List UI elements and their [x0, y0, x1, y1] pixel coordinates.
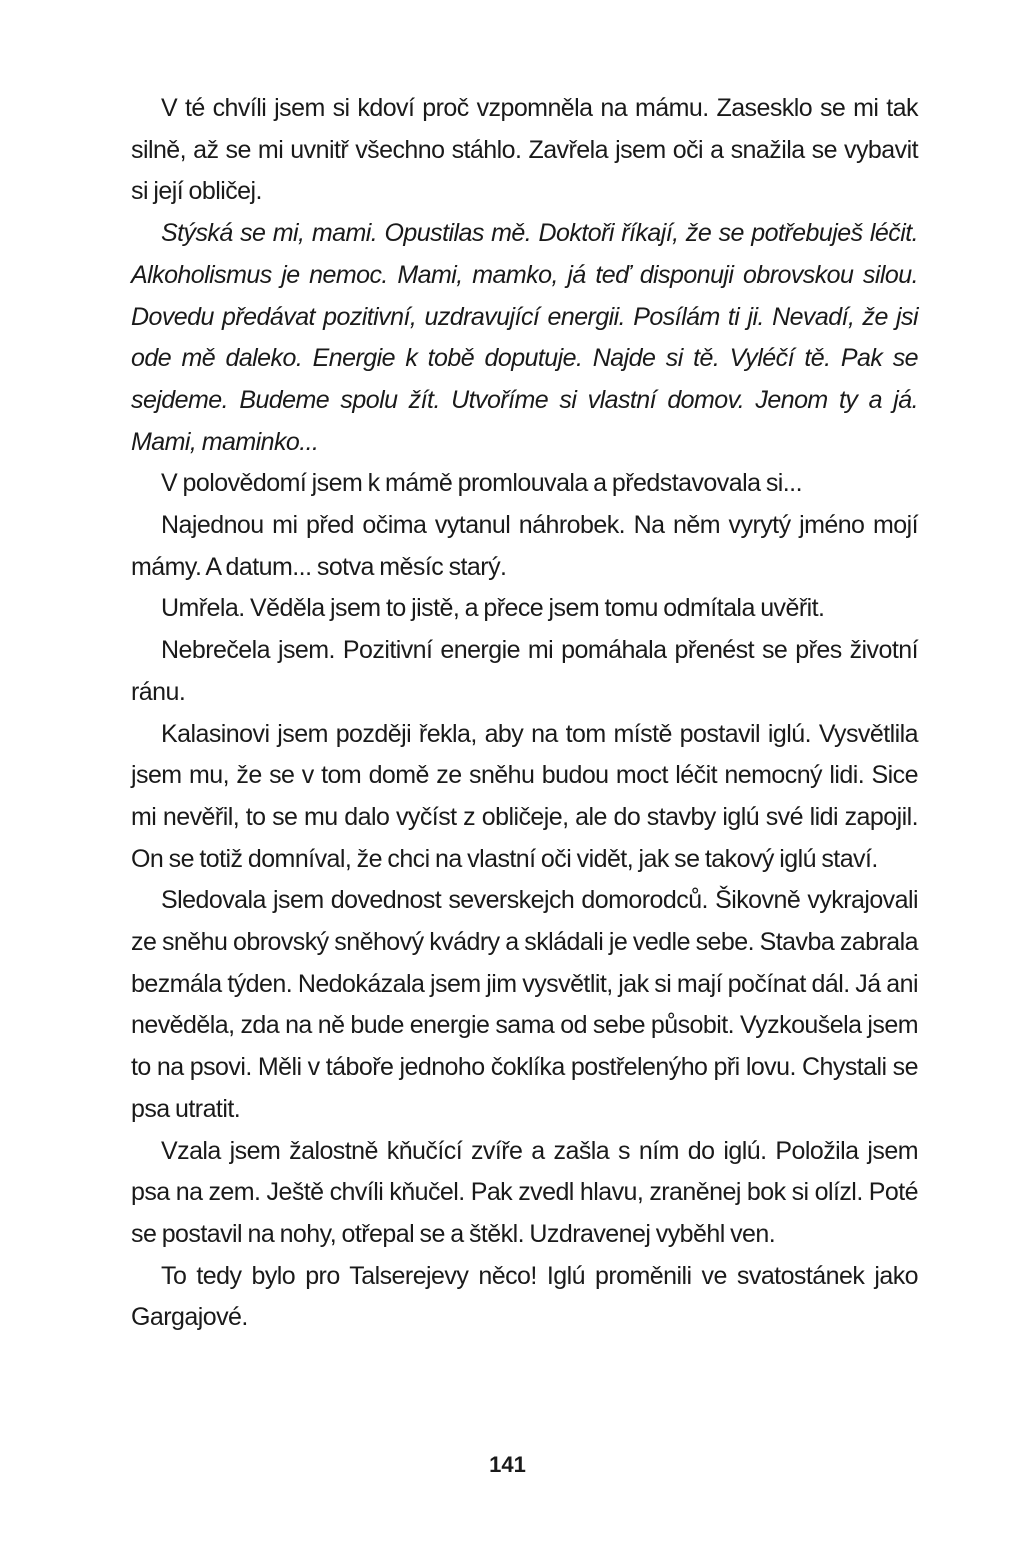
paragraph-igloo-request: Kalasinovi jsem později řekla, aby na tom místě postavil iglú. Vysvětlila jsem mu, že se v tom domě ze sněhu budou moct léčit nemocný lidi. Sice mi nevěřil, to se mu dalo vyčíst z obličeje, ale do stavby iglú své lidi zapojil. On se totiž domníval, že chci na vlastní oči vidět, jak se takový iglú staví. [131, 719, 918, 873]
paragraph-memory-of-mother: V té chvíli jsem si kdoví proč vzpomněla na mámu. Zasesklo se mi tak silně, až se mi uvnitř všechno stáhlo. Zavřela jsem oči a snažila se vybavit si její obličej. [131, 94, 918, 206]
paragraph-no-crying: Nebrečela jsem. Pozitivní energie mi pomáhala přenést se přes životní ránu. [131, 636, 918, 706]
paragraph-she-died: Umřela. Věděla jsem to jistě, a přece jsem tomu odmítala uvěřit. [161, 594, 825, 623]
paragraph-igloo-building: Sledovala jsem dovednost severskejch domorodců. Šikovně vykrajovali ze sněhu obrovský sněhový kvádry a skládali je vedle sebe. Stavba zabrala bezmála týden. Nedokázala jsem jim vysvětlit, jak si mají počínat dál. Já ani nevěděla, zda na ně bude energie sama od sebe působit. Vyzkoušela jsem to na psovi. Měli v táboře jednoho čoklíka postřelenýho při lovu. Chystali se psa utratit. [131, 886, 918, 1123]
page-number: 141 [489, 1452, 526, 1477]
paragraph-gravestone: Najednou mi před očima vytanul náhrobek. Na něm vyrytý jméno mojí mámy. A datum... sotva měsíc starý. [131, 511, 918, 581]
paragraph-inner-monologue: Stýská se mi, mami. Opustilas mě. Doktoři říkají, že se potřebuješ léčit. Alkoholismus je nemoc. Mami, mamko, já teď disponuji obrovskou silou. Dovedu předávat pozitivní, uzdravující energii. Posílám ti ji. Nevadí, že jsi ode mě daleko. Energie k tobě doputuje. Najde si tě. Vyléčí tě. Pak se sejdeme. Budeme spolu žít. Utvoříme si vlastní domov. Jenom ty a já. Mami, maminko... [131, 219, 918, 456]
paragraph-half-conscious: V polovědomí jsem k mámě promlouvala a představovala si... [161, 469, 802, 498]
paragraph-dog-healing: Vzala jsem žalostně kňučící zvíře a zašla s ním do iglú. Položila jsem psa na zem. Ještě chvíli kňučel. Pak zvedl hlavu, zraněnej bok si olízl. Poté se postavil na nohy, otřepal se a štěkl. Uzdravenej vyběhl ven. [131, 1136, 918, 1248]
paragraph-shrine: To tedy bylo pro Talserejevy něco! Iglú proměnili ve svatostánek jako Gargajové. [131, 1261, 918, 1332]
book-page-body [131, 88, 918, 1339]
